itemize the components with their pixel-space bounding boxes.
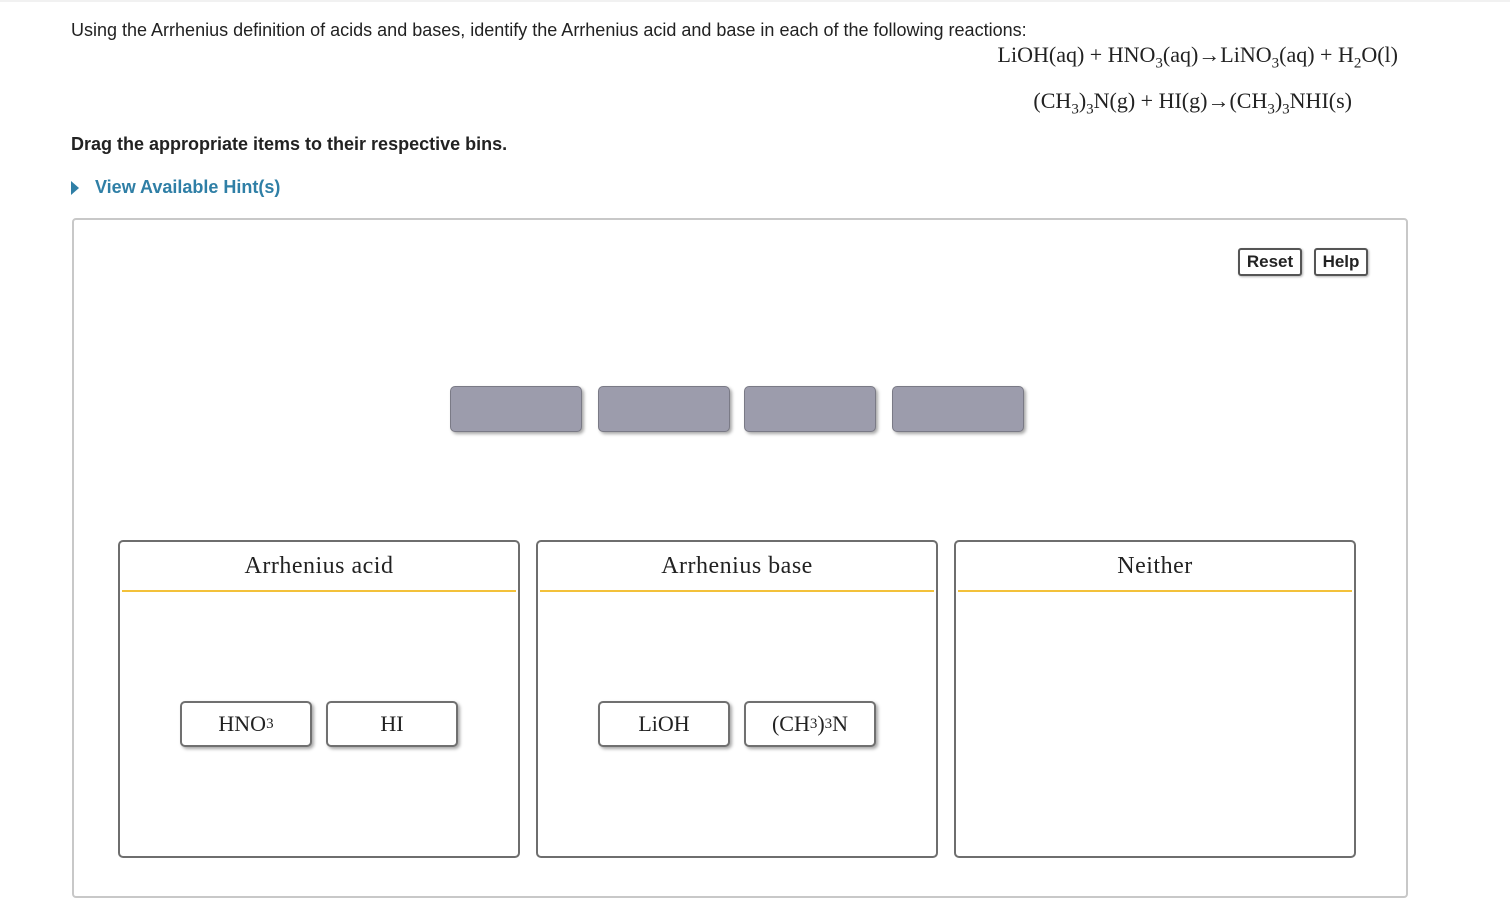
reaction-equation-1: LiOH(aq) + $HNO_3(aq)\to LiNO_3(aq) + H_2O(l)$	[997, 42, 1398, 72]
view-hints-label: View Available Hint(s)	[95, 177, 281, 197]
help-button[interactable]: Help	[1314, 248, 1368, 276]
empty-item-slot	[450, 386, 582, 432]
question-prompt: Using the Arrhenius definition of acids and bases, identify the Arrhenius acid and base in each of the following reactions:	[71, 20, 1027, 40]
draggable-item-hno3[interactable]: HNO 3	[180, 701, 312, 747]
bin-arrhenius-base[interactable]	[536, 540, 938, 858]
empty-item-slot	[598, 386, 730, 432]
bin-title: Neither	[958, 542, 1352, 592]
bin-title: Arrhenius acid	[122, 542, 516, 592]
draggable-item-hi[interactable]: HI	[326, 701, 458, 747]
view-hints-link[interactable]	[71, 177, 280, 198]
reaction-equation-2: $(CH_3)_3N(g) + HI(g)\to(CH_3)_3NHI(s)$	[1033, 88, 1352, 118]
drag-instructions: Drag the appropriate items to their respective bins.	[71, 134, 508, 154]
draggable-item-lioh[interactable]: LiOH	[598, 701, 730, 747]
top-divider	[0, 0, 1510, 2]
empty-item-slot	[744, 386, 876, 432]
bin-title: Arrhenius base	[540, 542, 934, 592]
empty-item-slot	[892, 386, 1024, 432]
reset-button[interactable]: Reset	[1238, 248, 1302, 276]
bin-neither[interactable]	[954, 540, 1356, 858]
bin-arrhenius-acid[interactable]	[118, 540, 520, 858]
draggable-item-trimethylamine[interactable]: (CH 3 ) 3 N	[744, 701, 876, 747]
expand-triangle-icon	[71, 181, 79, 195]
